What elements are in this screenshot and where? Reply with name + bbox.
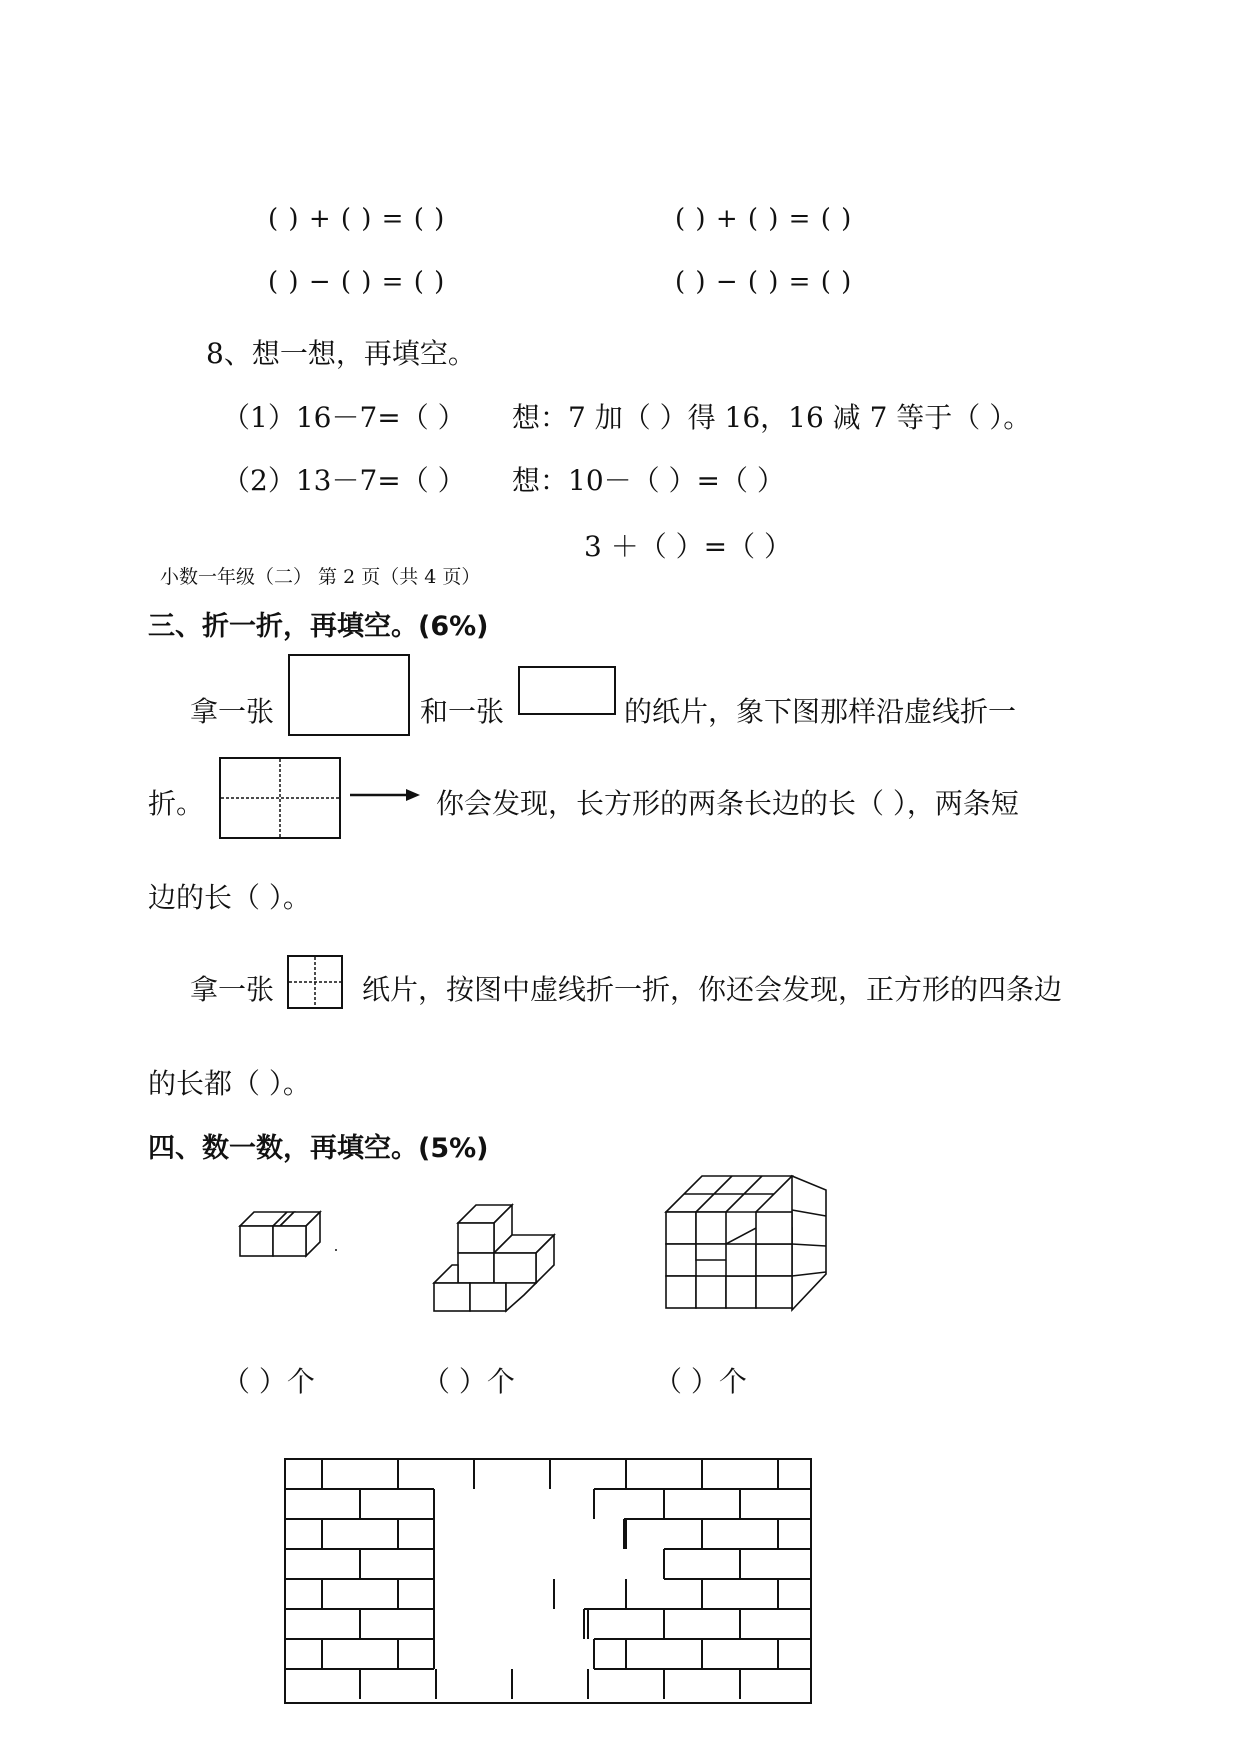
cube-figure-1 [240, 1212, 340, 1282]
folded-square-figure [287, 955, 345, 1011]
page-footer: 小数一年级（二） 第 2 页（共 4 页） [160, 566, 481, 588]
q8-p1-right: 想：7 加（ ）得 16，16 减 7 等于（ ）。 [512, 401, 1032, 434]
rectangle-paper-figure [518, 666, 618, 716]
equation-row1-right: ( ) + ( ) = ( ) [675, 204, 853, 234]
section4-title: 四、数一数，再填空。(5%) [148, 1133, 489, 1164]
equation-row2-right: ( ) − ( ) = ( ) [675, 267, 853, 297]
cube-figure-2 [434, 1201, 564, 1311]
q8-title: 8、想一想，再填空。 [206, 337, 476, 370]
q8-p2-right2: 3 ＋（ ）=（ ） [584, 530, 792, 563]
s3-line3: 边的长（ ）。 [148, 881, 311, 914]
s3-line5: 的长都（ ）。 [148, 1067, 311, 1100]
s3-line1-a: 拿一张 [190, 695, 275, 728]
equation-row2-left: ( ) − ( ) = ( ) [268, 267, 446, 297]
s3-line1-c: 的纸片，象下图那样沿虚线折一 [624, 695, 1017, 728]
folded-rectangle-figure [219, 757, 343, 841]
s3-line4-b: 纸片，按图中虚线折一折，你还会发现，正方形的四条边 [362, 973, 1063, 1006]
cube-answer-1: （ ）个 [222, 1365, 315, 1398]
cube-answer-2: （ ）个 [422, 1365, 515, 1398]
square-paper-figure [288, 654, 410, 736]
s3-line4-a: 拿一张 [190, 973, 275, 1006]
cube-figure-3 [666, 1176, 836, 1310]
s3-line2-b: 你会发现，长方形的两条长边的长（ ），两条短 [436, 787, 1019, 820]
section3-title: 三、折一折，再填空。(6%) [148, 611, 489, 642]
q8-p2-left: （2）13－7=（ ） [222, 464, 466, 497]
equation-row1-left: ( ) + ( ) = ( ) [268, 204, 446, 234]
s3-line2-a: 折。 [148, 787, 205, 820]
arrow-icon [350, 788, 420, 802]
cube-answer-3: （ ）个 [654, 1365, 747, 1398]
q8-p1-left: （1）16－7=（ ） [222, 401, 466, 434]
q8-p2-right: 想：10－（ ）=（ ） [512, 464, 785, 497]
s3-line1-b: 和一张 [420, 695, 505, 728]
brick-wall-figure [284, 1458, 814, 1708]
